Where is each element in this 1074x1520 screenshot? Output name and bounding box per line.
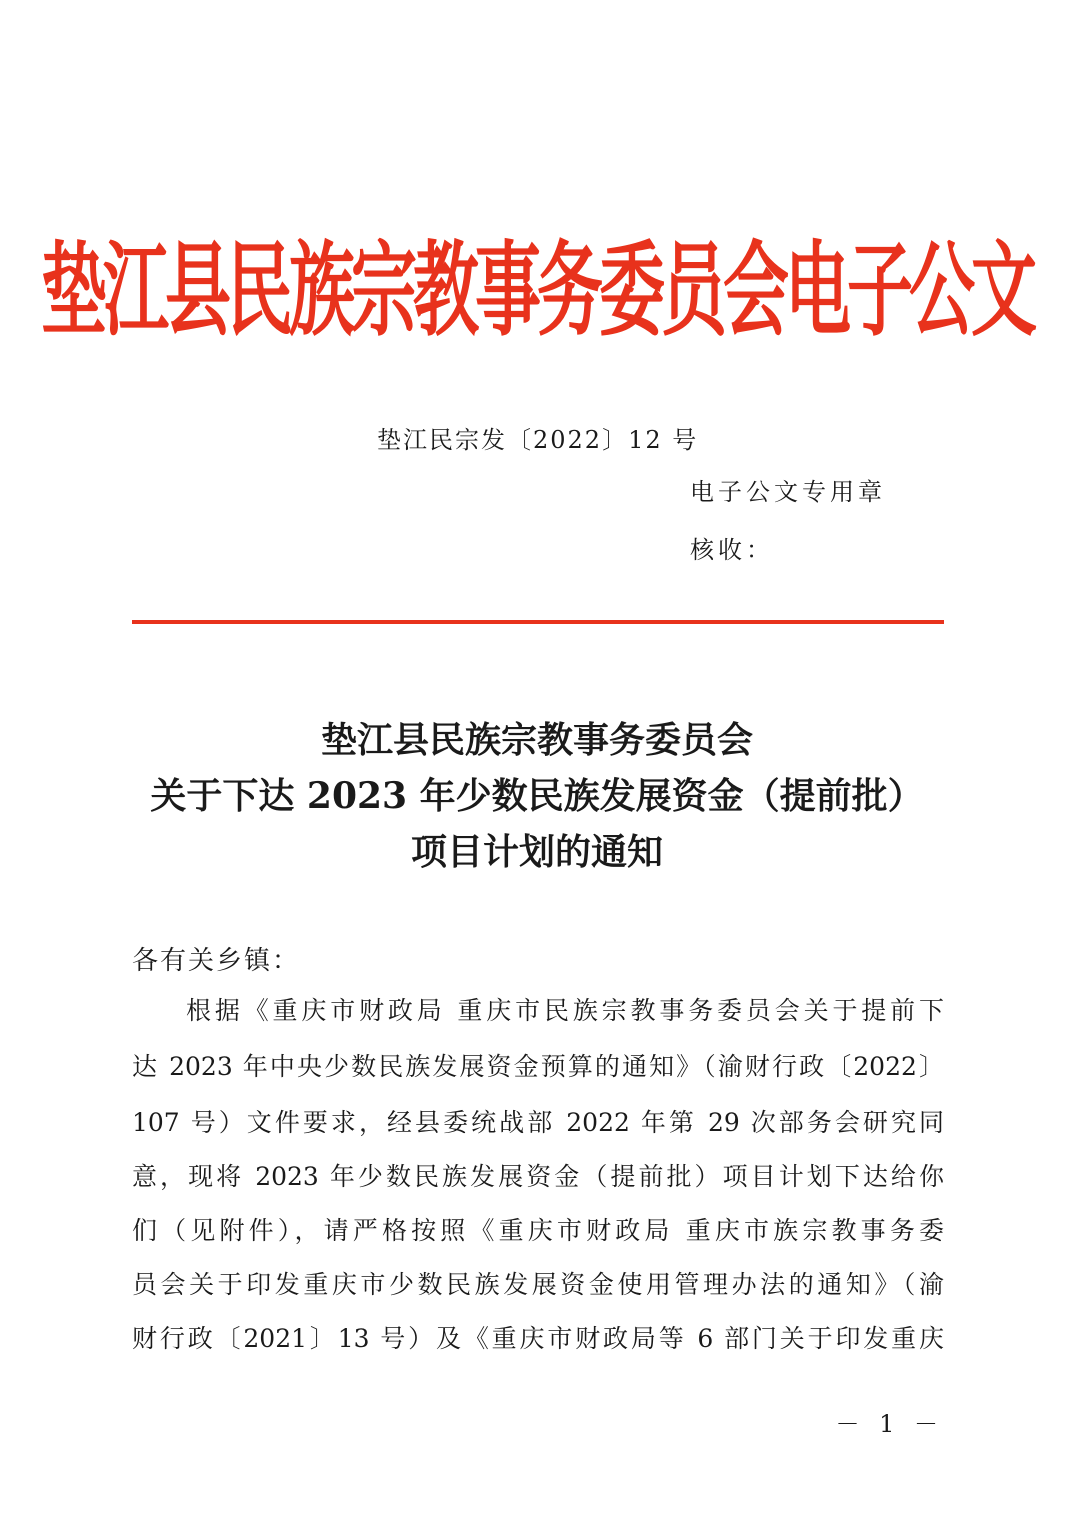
page-number: － 1 － bbox=[835, 1410, 944, 1438]
masthead-title: 垫江县民族宗教事务委员会电子公文 bbox=[41, 230, 1033, 351]
body-line-2: 达 2023 年中央少数民族发展资金预算的通知》（渝财行政〔2022〕 bbox=[132, 1052, 944, 1081]
body-line-7: 财行政〔2021〕13 号）及《重庆市财政局等 6 部门关于印发重庆 bbox=[132, 1324, 944, 1353]
body-line-5: 们（见附件），请严格按照《重庆市财政局 重庆市族宗教事务委 bbox=[132, 1216, 944, 1245]
body-line-3: 107 号）文件要求，经县委统战部 2022 年第 29 次部务会研究同 bbox=[132, 1108, 944, 1137]
notice-title-line-2: 关于下达 2023 年少数民族发展资金（提前批） bbox=[150, 775, 924, 817]
body-line-1: 根据《重庆市财政局 重庆市民族宗教事务委员会关于提前下 bbox=[186, 996, 944, 1025]
document-number: 垫江民宗发〔2022〕12 号 bbox=[377, 426, 699, 454]
notice-title-line-3: 项目计划的通知 bbox=[410, 831, 663, 873]
salutation: 各有关乡镇： bbox=[132, 946, 301, 976]
red-divider bbox=[132, 620, 944, 624]
body-line-4: 意，现将 2023 年少数民族发展资金（提前批）项目计划下达给你 bbox=[132, 1162, 944, 1191]
body-line-6: 员会关于印发重庆市少数民族发展资金使用管理办法的通知》（渝 bbox=[132, 1270, 944, 1299]
notice-title-line-1: 垫江县民族宗教事务委员会 bbox=[320, 719, 753, 761]
check-label: 核收： bbox=[690, 536, 774, 564]
seal-label: 电子公文专用章 bbox=[690, 478, 886, 506]
